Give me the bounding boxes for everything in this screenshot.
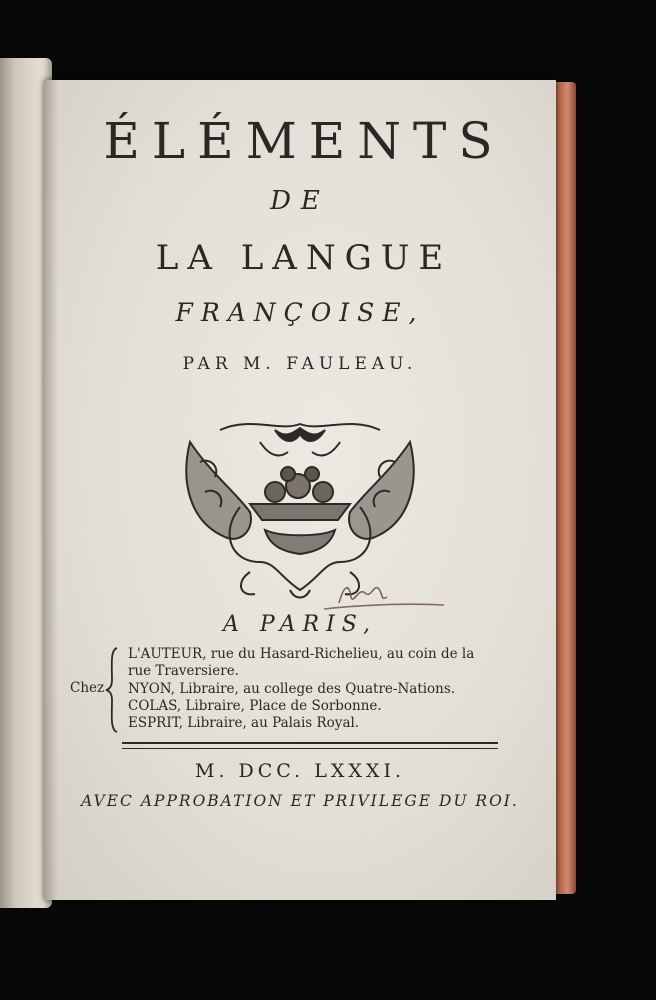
chez-label: Chez xyxy=(70,680,105,696)
publication-date: M. DCC. LXXXI. xyxy=(195,760,405,782)
imprint-line: COLAS, Libraire, Place de Sorbonne. xyxy=(128,698,382,714)
privilege-line: AVEC APPROBATION ET PRIVILEGE DU ROI. xyxy=(81,792,519,810)
imprint-line: rue Traversiere. xyxy=(128,663,239,679)
double-rule-divider xyxy=(122,742,498,749)
book-title: ÉLÉMENTS xyxy=(103,112,505,170)
imprint-line: ESPRIT, Libraire, au Palais Royal. xyxy=(128,715,360,731)
handwritten-signature-icon xyxy=(319,575,449,615)
title-la-langue: LA LANGUE xyxy=(155,238,453,278)
imprint-line: L'AUTEUR, rue du Hasard-Richelieu, au coin de la xyxy=(128,646,475,662)
title-de: DE xyxy=(270,186,330,216)
title-page xyxy=(44,80,556,900)
curly-brace-icon xyxy=(104,646,120,734)
title-francoise: FRANÇOISE, xyxy=(175,298,425,327)
fruit-basket-ornament-icon xyxy=(180,412,420,602)
imprint-line: NYON, Libraire, au college des Quatre-Nations. xyxy=(128,681,456,697)
author-line: PAR M. FAULEAU. xyxy=(182,354,418,374)
imprint-place: A PARIS, xyxy=(222,612,378,637)
